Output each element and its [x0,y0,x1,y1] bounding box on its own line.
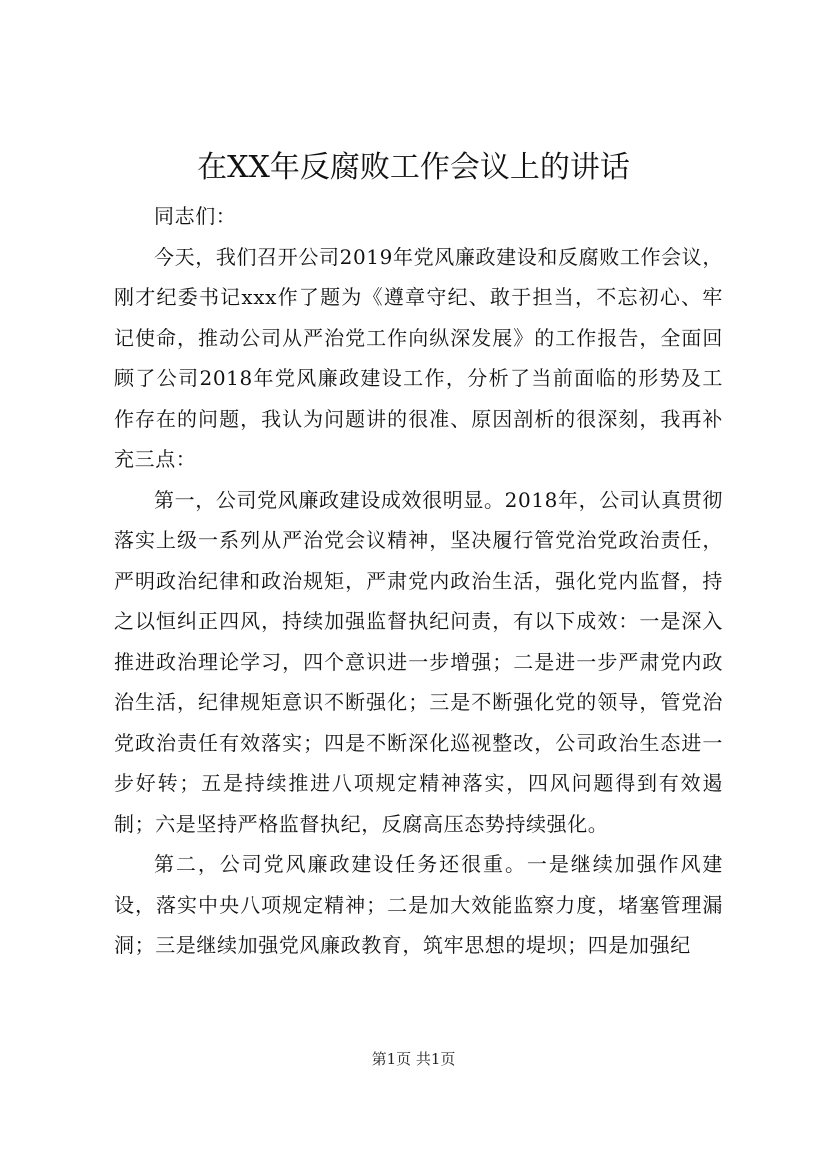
point-two-paragraph: 第二，公司党风廉政建设任务还很重。一是继续加强作风建设，落实中央八项规定精神；二是加大效能监察力度，堵塞管理漏洞；三是继续加强党风廉政教育，筑牢思想的堤坝；四是加强纪 [114,852,723,957]
intro-paragraph: 今天，我们召开公司2019年党风廉政建设和反腐败工作会议，刚才纪委书记xxx作了题为《遵章守纪、敢于担当，不忘初心、牢记使命，推动公司从严治党工作向纵深发展》的工作报告，全面回顾了公司2018年党风廉政建设工作，分析了当前面临的形势及工作存在的问题，我认为问题讲的很准、原因剖析的很深刻，我再补充三点： [114,244,723,471]
point-one-paragraph: 第一，公司党风廉政建设成效很明显。2018年，公司认真贯彻落实上级一系列从严治党会议精神，坚决履行管党治党政治责任，严明政治纪律和政治规矩，严肃党内政治生活，强化党内监督，持之以恒纠正四风，持续加强监督执纪问责，有以下成效：一是深入推进政治理论学习，四个意识进一步增强；二是进一步严肃党内政治生活，纪律规矩意识不断强化；三是不断强化党的领导，管党治党政治责任有效落实；四是不断深化巡视整改，公司政治生态进一步好转；五是持续推进八项规定精神落实，四风问题得到有效遏制；六是坚持严格监督执纪，反腐高压态势持续强化。 [114,487,723,836]
document-title: 在XX年反腐败工作会议上的讲话 [197,150,630,185]
page-footer: 第1页 共1页 [371,1050,456,1068]
document-body [114,196,723,966]
greeting-paragraph: 同志们： [154,204,237,228]
